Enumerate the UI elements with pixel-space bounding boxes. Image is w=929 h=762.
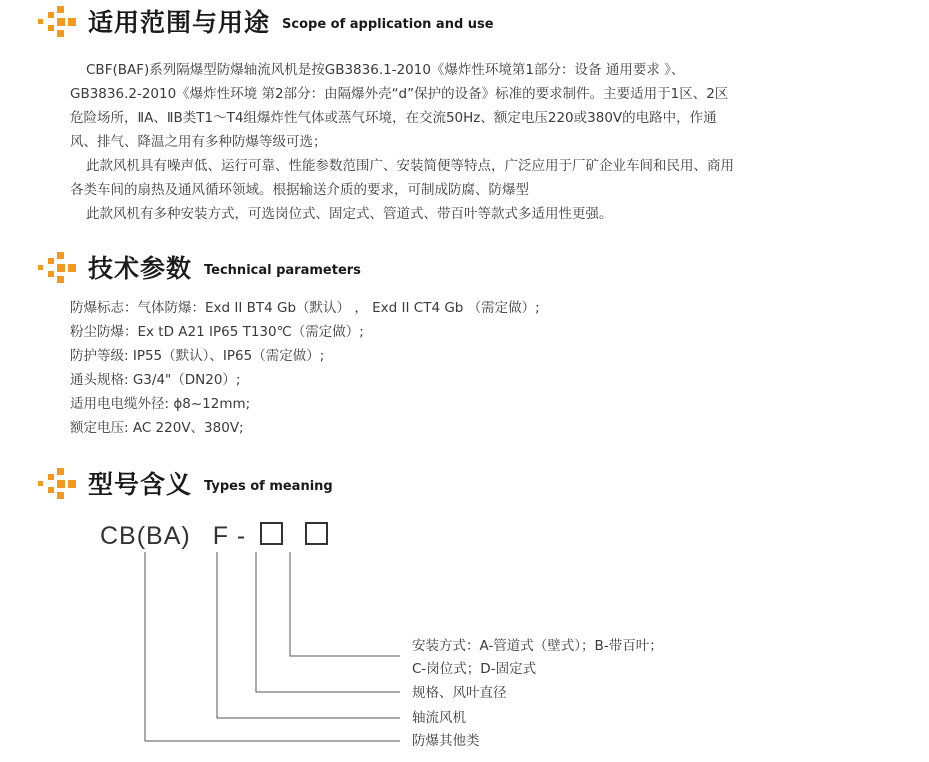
legend-mount-a: 安装方式：A-管道式（壁式）；B-带百叶； (412, 638, 663, 654)
legend-axial: 轴流风机 (412, 710, 466, 726)
scope-line: 此款风机具有噪声低、运行可靠、性能参数范围广、安装简便等特点，广泛应用于厂矿企业车间和民用、商用 (86, 158, 734, 174)
spec-item: 适用电电缆外径: ϕ8~12mm; (70, 396, 251, 412)
section-title-en: Types of meaning (204, 478, 333, 494)
leader-line-mount (290, 552, 400, 656)
scope-line: 此款风机有多种安装方式，可选岗位式、固定式、管道式、带百叶等款式多适用性更强。 (86, 206, 613, 222)
section-title-zh: 型号含义 (88, 470, 193, 499)
legend-mount-c: C-岗位式；D-固定式 (412, 661, 537, 677)
spec-item: 防护等级: IP55（默认）、IP65（需定做）; (70, 348, 325, 364)
spec-item: 通头规格: G3/4"（DN20）; (70, 372, 241, 388)
leader-line-spec (256, 552, 400, 692)
spec-item: 防爆标志：气体防爆：Exd II BT4 Gb（默认） ， Exd II CT4 Gb （需定做）; (70, 300, 540, 316)
legend-spec: 规格、风叶直径 (412, 685, 507, 701)
scope-line: 风、排气、降温之用有多种防爆等级可选； (70, 134, 327, 150)
section-title-en: Technical parameters (204, 262, 361, 278)
section-title-zh: 适用范围与用途 (88, 8, 271, 37)
leader-line-explosion (145, 552, 400, 741)
scope-line: 各类车间的扇热及通风循环领域。根据输送介质的要求，可制成防腐、防爆型 (70, 182, 529, 198)
leader-line-axial (217, 552, 400, 718)
scope-line: CBF(BAF)系列隔爆型防爆轴流风机是按GB3836.1-2010《爆炸性环境第1部分：设备 通用要求 》、 (86, 62, 685, 78)
legend-explosion: 防爆其他类 (412, 733, 480, 749)
spec-item: 额定电压: AC 220V、380V; (70, 420, 244, 436)
model-prefix: CB(BA) (100, 522, 191, 550)
section-title-zh: 技术参数 (88, 254, 193, 283)
section-title-en: Scope of application and use (282, 16, 494, 32)
scope-line: 危险场所，ⅡA、ⅡB类T1～T4组爆炸性气体或蒸气环境，在交流50Hz、额定电压220或380V的电路中，作通 (70, 110, 717, 126)
model-mid: F - (212, 522, 247, 550)
spec-item: 粉尘防爆：Ex tD A21 IP65 T130℃（需定做）; (70, 324, 364, 340)
scope-line: GB3836.2-2010《爆炸性环境 第2部分：由隔爆外壳“d”保护的设备》标准的要求制件。主要适用于1区、2区 (70, 86, 729, 102)
